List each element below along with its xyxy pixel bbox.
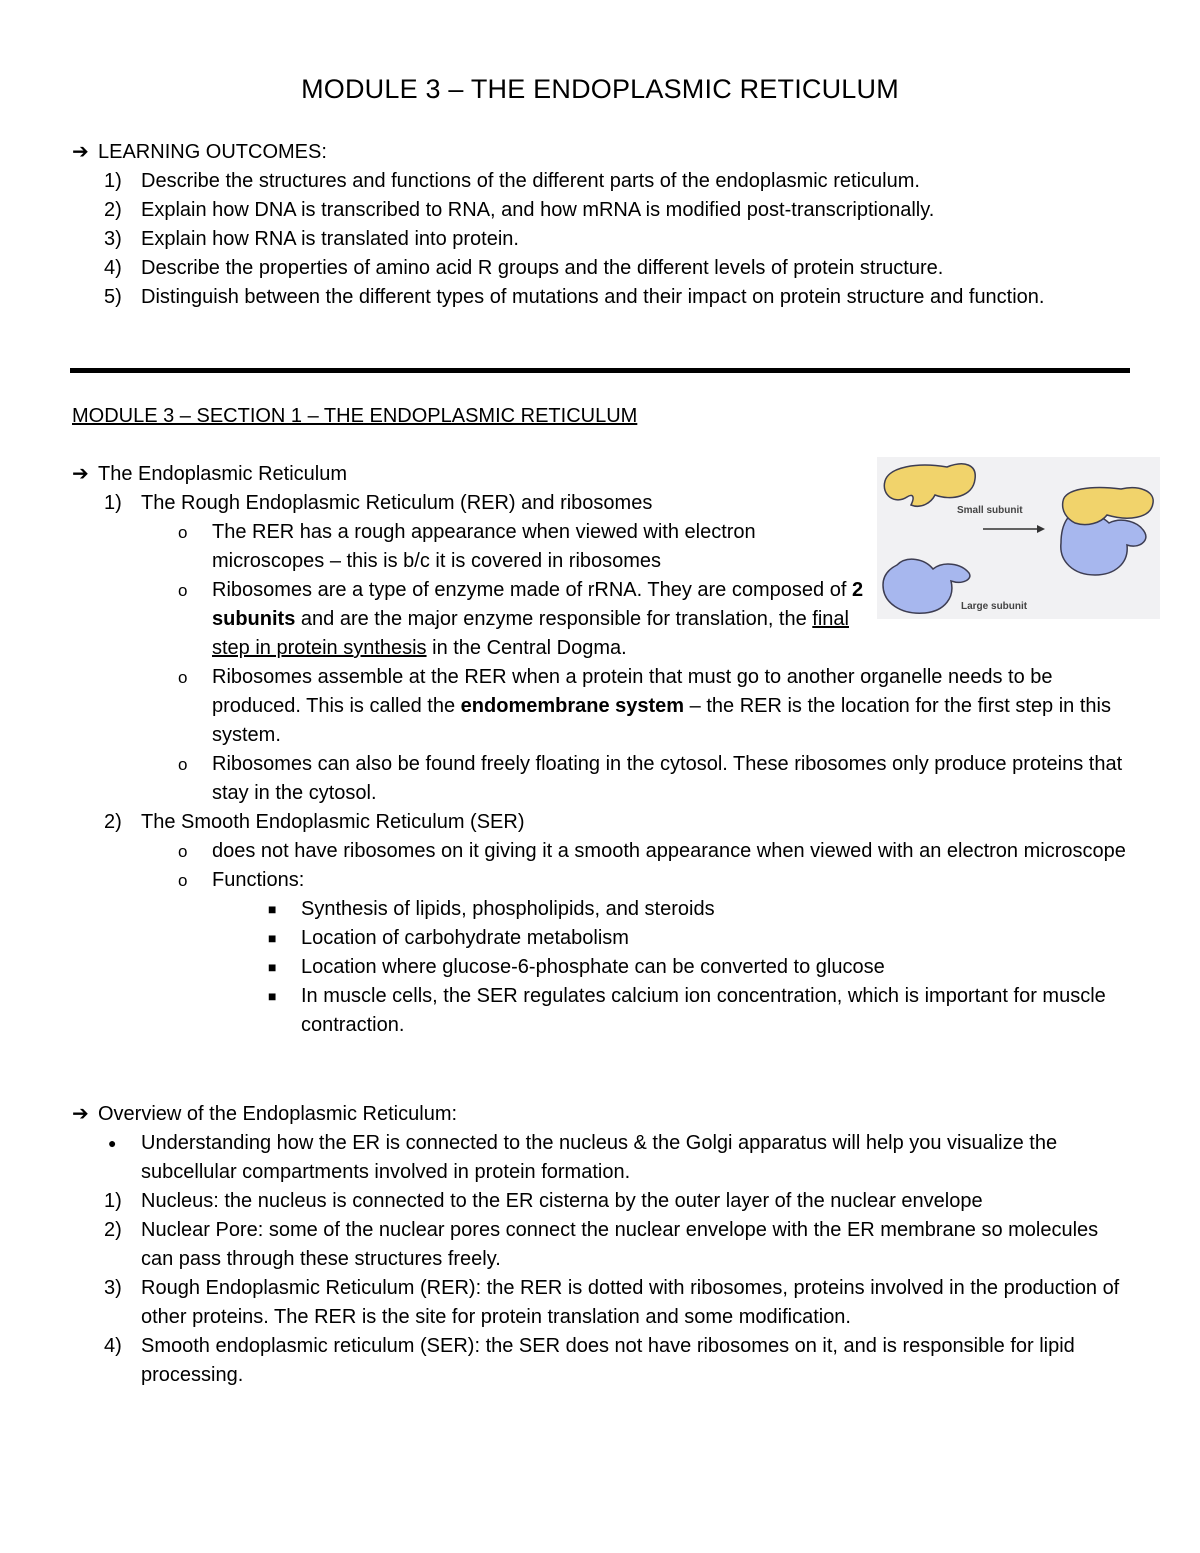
list-item: ■ Location where glucose-6-phosphate can be converted to glucose bbox=[268, 956, 885, 978]
ribosome-figure bbox=[877, 457, 1160, 619]
er-heading: ➔ The Endoplasmic Reticulum bbox=[72, 460, 1134, 489]
arrow-icon: ➔ bbox=[72, 463, 89, 485]
assembled-large-shape bbox=[1061, 514, 1146, 575]
list-item: ■ Location of carbohydrate metabolism bbox=[268, 927, 629, 949]
overview-section bbox=[72, 1100, 1134, 1390]
list-item: o Ribosomes are a type of enzyme made of rRNA. They are composed of 2 subunits and are the major enzyme responsible for translation, the final step in protein synthesis in the Central Dogma. bbox=[178, 579, 864, 659]
assembly-arrow-head bbox=[1037, 525, 1045, 533]
large-subunit-label: Large subunit bbox=[961, 601, 1028, 612]
list-item: o Ribosomes assemble at the RER when a protein that must go to another organelle needs to be produced. This is called the endomembrane system – the RER is the location for the first step in this system. bbox=[178, 666, 1111, 746]
section-divider bbox=[70, 368, 1130, 373]
rer-title: The Rough Endoplasmic Reticulum (RER) and ribosomes bbox=[141, 492, 653, 514]
list-item-ser: 2) The Smooth Endoplasmic Reticulum (SER) o does not have ribosomes on it giving it a smooth appearance when viewed with an electron microscope o Functions: ■ Synthesis of lipids, phospholipids, and steroids ■ Location of carbohydrate metabolism ■ Location where glucose-6-phosphate can be converted to glucose ■ In muscle cells, the SER regulates calcium ion concentration, which is important for muscle contraction. bbox=[72, 808, 1134, 1040]
list-item: ● Understanding how the ER is connected to the nucleus & the Golgi apparatus will help you visualize the subcellular compartments involved in protein formation. bbox=[108, 1132, 1058, 1183]
list-item: 4) Describe the properties of amino acid R groups and the different levels of protein structure. bbox=[104, 257, 944, 279]
list-item: 4) Smooth endoplasmic reticulum (SER): the SER does not have ribosomes on it, and is responsible for lipid processing. bbox=[104, 1335, 1075, 1386]
list-item-rer: 1) The Rough Endoplasmic Reticulum (RER) and ribosomes o The RER has a rough appearance when viewed with electron microscopes – this is b/c it is covered in ribosomes o Ribosomes are a type of enzyme made of rRNA. They are composed of 2 subunits and are the major enzyme responsible for translation, the final step in protein synthesis in the Central Dogma. o Ribosomes assemble at the RER when a protein that must go to another organelle needs to be produced. This is called the endomembrane system – the RER is the location for the first step in this system. o Ribosomes can also be found freely floating in the cytosol. These ribosomes only produce proteins that stay in the cytosol. bbox=[72, 489, 1134, 808]
list-item: 3) Rough Endoplasmic Reticulum (RER): the RER is dotted with ribosomes, proteins involved in the production of other proteins. The RER is the site for protein translation and some modification. bbox=[104, 1277, 1120, 1328]
arrow-icon: ➔ bbox=[72, 1103, 89, 1125]
learning-outcomes bbox=[72, 138, 1132, 312]
list-item: 3) Explain how RNA is translated into protein. bbox=[104, 228, 519, 250]
list-item: 5) Distinguish between the different types of mutations and their impact on protein structure and function. bbox=[104, 286, 1045, 308]
assembled-small-shape bbox=[1063, 488, 1154, 525]
list-item: 1) Describe the structures and functions of the different parts of the endoplasmic reticulum. bbox=[104, 170, 920, 192]
learning-outcomes-list bbox=[72, 167, 1132, 312]
large-subunit-shape bbox=[883, 559, 970, 613]
list-item: ■ In muscle cells, the SER regulates calcium ion concentration, which is important for muscle contraction. bbox=[268, 985, 1106, 1036]
small-subunit-shape bbox=[884, 464, 975, 506]
list-item: o Ribosomes can also be found freely floating in the cytosol. These ribosomes only produce proteins that stay in the cytosol. bbox=[178, 753, 1123, 804]
list-item: 2) Nuclear Pore: some of the nuclear pores connect the nuclear envelope with the ER membrane so molecules can pass through these structures freely. bbox=[104, 1219, 1099, 1270]
ser-title: The Smooth Endoplasmic Reticulum (SER) bbox=[141, 811, 525, 833]
overview-heading: ➔ Overview of the Endoplasmic Reticulum: bbox=[72, 1100, 1134, 1129]
small-subunit-label: Small subunit bbox=[957, 505, 1023, 516]
list-item: o Functions: ■ Synthesis of lipids, phospholipids, and steroids ■ Location of carbohydrate metabolism ■ Location where glucose-6-phosphate can be converted to glucose ■ In muscle cells, the SER regulates calcium ion concentration, which is important for muscle contraction. bbox=[72, 866, 1134, 1040]
list-item: ■ Synthesis of lipids, phospholipids, and steroids bbox=[268, 898, 715, 920]
page-title: MODULE 3 – THE ENDOPLASMIC RETICULUM bbox=[301, 74, 899, 104]
ribosome-diagram bbox=[877, 457, 1160, 619]
list-item: 2) Explain how DNA is transcribed to RNA, and how mRNA is modified post-transcriptionally. bbox=[104, 199, 935, 221]
ser-sublist bbox=[72, 837, 1134, 1040]
learning-outcomes-heading: ➔ LEARNING OUTCOMES: bbox=[72, 138, 1132, 167]
arrow-icon: ➔ bbox=[72, 141, 89, 163]
list-item: o The RER has a rough appearance when viewed with electron microscopes – this is b/c it is covered in ribosomes bbox=[178, 521, 756, 572]
section-heading: MODULE 3 – SECTION 1 – THE ENDOPLASMIC RETICULUM bbox=[72, 405, 638, 427]
overview-bullets bbox=[72, 1129, 1134, 1187]
list-item: 1) Nucleus: the nucleus is connected to the ER cisterna by the outer layer of the nuclear envelope bbox=[104, 1190, 983, 1212]
list-item: o does not have ribosomes on it giving it a smooth appearance when viewed with an electron microscope bbox=[178, 840, 1126, 862]
ser-functions-list bbox=[72, 895, 1134, 1040]
overview-list bbox=[72, 1187, 1134, 1390]
